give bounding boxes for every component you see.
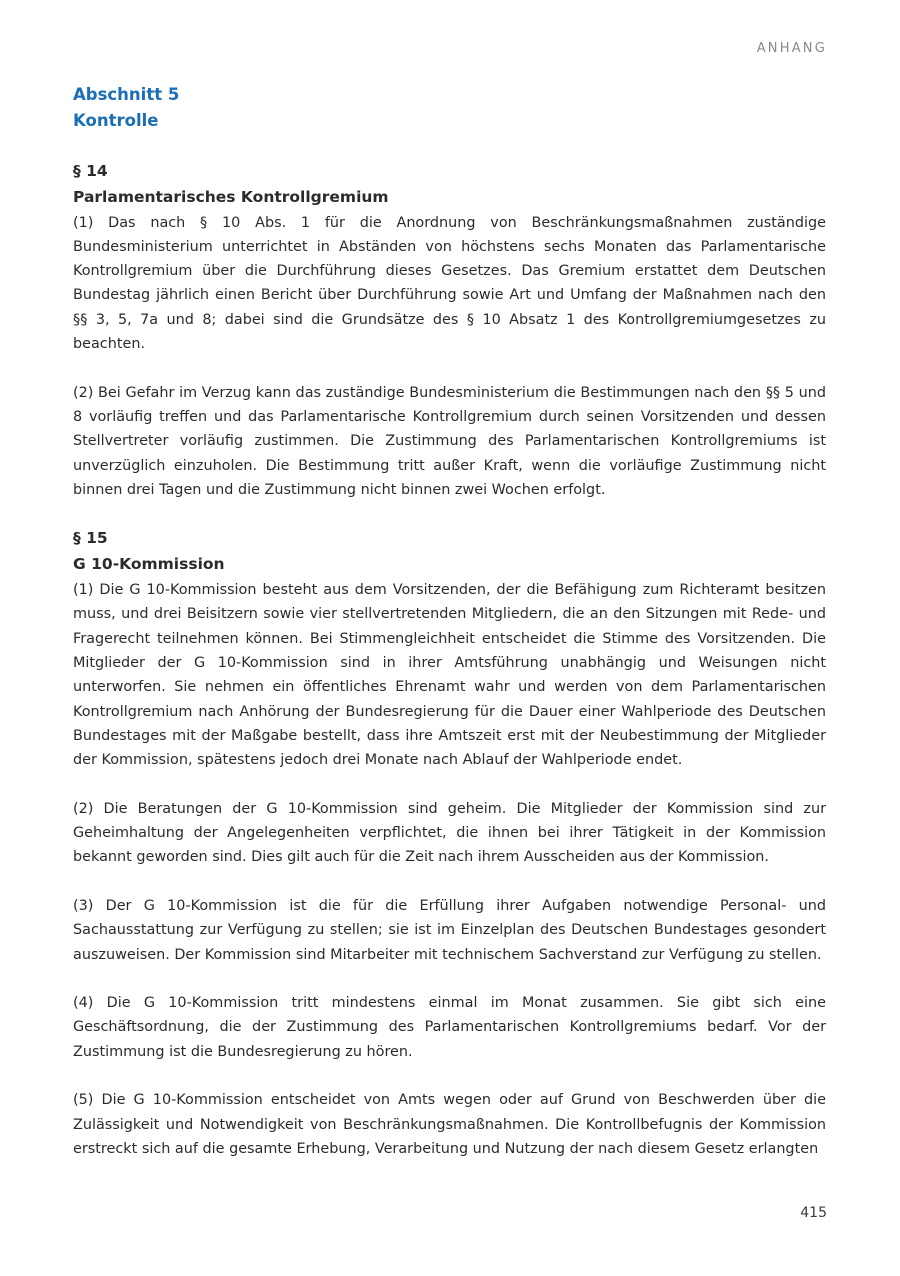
section-title: Kontrolle — [73, 110, 159, 130]
paragraph-number-15: § 15 — [73, 529, 108, 548]
page-number: 415 — [800, 1205, 827, 1221]
paragraph-14-subsection-2: (2) Bei Gefahr im Verzug kann das zuständige Bundesministerium die Bestimmungen nach den §§ 5 und 8 vorläufig treffen und das Parlamentarische Kontrollgremium durch seinen Vorsitzenden und dessen Stellvertreter vorläufig zustimmen. Die Zustimmung des Parlamentarischen Kontrollgremiums ist unverzüglich einzuholen. Die Bestimmung tritt außer Kraft, wenn die vorläufige Zustimmung nicht binnen drei Tagen und die Zustimmung nicht binnen zwei Wochen erfolgt. — [73, 384, 826, 498]
paragraph-number-14: § 14 — [73, 162, 108, 180]
running-head: ANHANG — [756, 41, 827, 56]
paragraph-15-subsection-3: (3) Der G 10-Kommission ist die für die Erfüllung ihrer Aufgaben notwendige Personal- und Sachausstattung zur Verfügung zu stellen; sie ist im Einzelplan des Deutschen Bundestages gesondert auszuweisen. Der Kommission sind Mitarbeiter mit technischem Sachverstand zur Verfügung zu stellen. — [73, 897, 826, 963]
paragraph-15-subsection-1: (1) Die G 10-Kommission besteht aus dem Vorsitzenden, der die Befähigung zum Richteramt besitzen muss, und drei Beisitzern sowie vier stellvertretenden Mitgliedern, die an den Sitzungen mit Rede- und Fragerecht teilnehmen können. Bei Stimmengleichheit entscheidet die Stimme des Vorsitzenden. Die Mitglieder der G 10-Kommission sind in ihrer Amtsführung unabhängig und Weisungen nicht unterworfen. Sie nehmen ein öffentliches Ehrenamt wahr und werden von dem Parlamentarischen Kontrollgremium nach Anhörung der Bundesregierung für die Dauer einer Wahlperiode des Deutschen Bundestages mit der Maßgabe bestellt, dass ihre Amtszeit erst mit der Neubestimmung der Mitglieder der Kommission, spätestens jedoch drei Monate nach Ablauf der Wahlperiode endet. — [73, 582, 826, 769]
paragraph-14-subsection-1: (1) Das nach § 10 Abs. 1 für die Anordnung von Beschränkungsmaßnahmen zuständige Bundesministerium unterrichtet in Abständen von höchstens sechs Monaten das Parlamentarische Kontrollgremium über die Durchführung dieses Gesetzes. Das Gremium erstattet dem Deutschen Bundestag jährlich einen Bericht über Durchführung sowie Art und Umfang der Maßnahmen nach den §§ 3, 5, 7a und 8; dabei sind die Grundsätze des § 10 Absatz 1 des Kontrollgremiumgesetzes zu beachten. — [73, 214, 826, 353]
paragraph-15-subsection-2: (2) Die Beratungen der G 10-Kommission sind geheim. Die Mitglieder der Kommission sind zur Geheimhaltung der Angelegenheiten verpflichtet, die ihnen bei ihrer Tätigkeit in der Kommission bekannt geworden sind. Dies gilt auch für die Zeit nach ihrem Ausscheiden aus der Kommission. — [73, 800, 826, 866]
document-body — [73, 82, 826, 1161]
section-heading — [73, 82, 826, 133]
paragraph-title-14: Parlamentarisches Kontrollgremium — [73, 187, 389, 206]
paragraph-title-15: G 10-Kommission — [73, 555, 225, 574]
paragraph-15-subsection-5: (5) Die G 10-Kommission entscheidet von Amts wegen oder auf Grund von Beschwerden über die Zulässigkeit und Notwendigkeit von Beschränkungsmaßnahmen. Die Kontrollbefugnis der Kommission erstreckt sich auf die gesamte Erhebung, Verarbeitung und Nutzung der nach diesem Gesetz erlangten — [73, 1092, 826, 1157]
paragraph-15-subsection-4: (4) Die G 10-Kommission tritt mindestens einmal im Monat zusammen. Sie gibt sich eine Geschäftsordnung, die der Zustimmung des Parlamentarischen Kontrollgremiums bedarf. Vor der Zustimmung ist die Bundesregierung zu hören. — [73, 995, 826, 1060]
section-number: Abschnitt 5 — [73, 85, 180, 104]
